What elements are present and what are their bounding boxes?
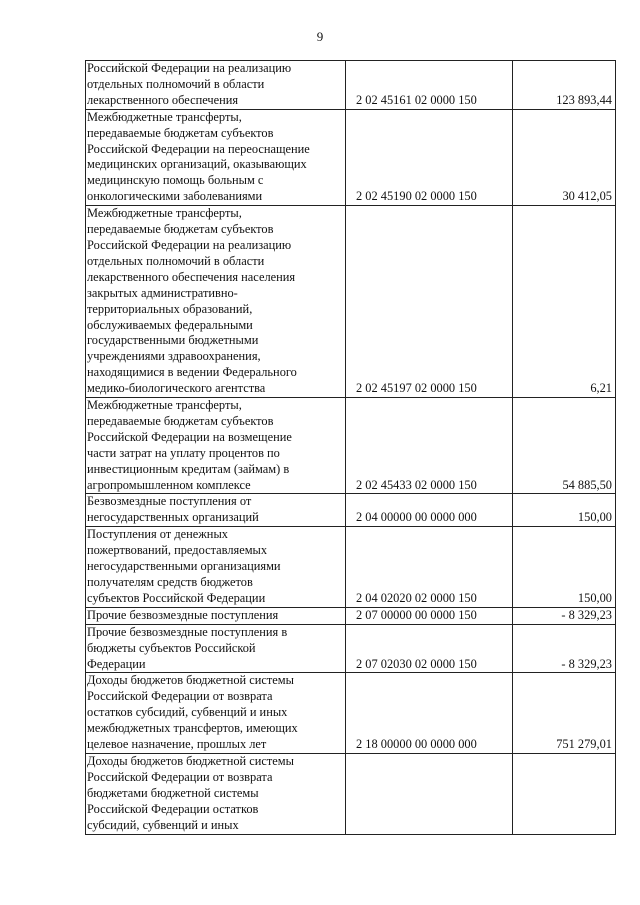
budget-code-cell: 2 07 02030 02 0000 150 xyxy=(346,624,513,673)
revenue-name-line: Российской Федерации на реализацию xyxy=(87,237,292,252)
revenue-name-line: Поступления от денежных xyxy=(87,527,228,542)
revenue-name-line: негосударственных организаций xyxy=(87,510,259,525)
amount-cell: 54 885,50 xyxy=(513,398,616,494)
amount-cell: 150,00 xyxy=(513,527,616,608)
revenue-name-line: межбюджетных трансфертов, имеющих xyxy=(87,721,298,736)
revenue-name-line: части затрат на уплату процентов по xyxy=(87,445,280,460)
table-row xyxy=(86,61,616,110)
revenue-name-line: медицинских организаций, оказывающих xyxy=(87,157,307,172)
table-row xyxy=(86,398,616,494)
revenue-name-cell xyxy=(86,206,346,398)
revenue-name-line: остатков субсидий, субвенций и иных xyxy=(87,705,288,720)
revenue-name-line: Российской Федерации на реализацию xyxy=(87,61,292,75)
revenue-name-line: государственными бюджетными xyxy=(87,333,259,348)
revenue-name-line: Российской Федерации на переоснащение xyxy=(87,141,310,156)
revenue-name-cell xyxy=(86,624,346,673)
amount-cell: 751 279,01 xyxy=(513,673,616,754)
revenue-name-line: Прочие безвозмездные поступления в xyxy=(87,624,288,639)
revenue-name-line: инвестиционным кредитам (займам) в xyxy=(87,461,290,476)
revenue-name-line: отдельных полномочий в области xyxy=(87,76,265,91)
revenue-name-line: Безвозмездные поступления от xyxy=(87,494,252,509)
revenue-name-line: лекарственного обеспечения xyxy=(87,92,239,107)
revenue-name-line: медико-биологического агентства xyxy=(87,381,266,396)
revenue-name-line: агропромышленном комплексе xyxy=(87,477,251,492)
amount-cell: 123 893,44 xyxy=(513,61,616,110)
revenue-name-line: находящимися в ведении Федерального xyxy=(87,365,297,380)
budget-code-cell: 2 18 00000 00 0000 000 xyxy=(346,673,513,754)
revenue-name-cell xyxy=(86,607,346,624)
table-row xyxy=(86,527,616,608)
revenue-name-line: территориальных образований, xyxy=(87,301,253,316)
amount-cell: 150,00 xyxy=(513,494,616,527)
revenue-name-line: онкологическими заболеваниями xyxy=(87,189,263,204)
amount-cell: - 8 329,23 xyxy=(513,624,616,673)
revenue-name-line: отдельных полномочий в области xyxy=(87,253,265,268)
revenue-name-line: Федерации xyxy=(87,656,146,671)
revenue-name-line: Доходы бюджетов бюджетной системы xyxy=(87,673,294,688)
revenue-name-line: передаваемые бюджетам субъектов xyxy=(87,413,274,428)
revenue-name-line: Российской Федерации от возврата xyxy=(87,769,273,784)
revenue-name-line: Прочие безвозмездные поступления xyxy=(87,607,279,622)
budget-code-cell: 2 02 45433 02 0000 150 xyxy=(346,398,513,494)
table-body xyxy=(86,61,616,835)
table-row xyxy=(86,109,616,205)
revenue-name-line: лекарственного обеспечения населения xyxy=(87,269,296,284)
revenue-name-cell xyxy=(86,61,346,110)
revenue-name-line: Российской Федерации на возмещение xyxy=(87,429,292,444)
budget-code-cell: 2 07 00000 00 0000 150 xyxy=(346,607,513,624)
budget-code-cell: 2 04 00000 00 0000 000 xyxy=(346,494,513,527)
revenue-name-line: передаваемые бюджетам субъектов xyxy=(87,222,274,237)
revenue-name-line: субъектов Российской Федерации xyxy=(87,590,266,605)
budget-code-cell: 2 02 45161 02 0000 150 xyxy=(346,61,513,110)
table-row xyxy=(86,494,616,527)
revenue-name-line: целевое назначение, прошлых лет xyxy=(87,737,267,752)
page-number: 9 xyxy=(316,29,324,44)
revenue-name-line: Российской Федерации остатков xyxy=(87,801,259,816)
revenue-name-line: субсидий, субвенций и иных xyxy=(87,817,239,832)
amount-cell: 30 412,05 xyxy=(513,109,616,205)
revenue-name-cell xyxy=(86,494,346,527)
revenue-name-line: медицинскую помощь больным с xyxy=(87,173,264,188)
revenue-name-line: учреждениями здравоохранения, xyxy=(87,349,261,364)
revenue-name-line: получателям средств бюджетов xyxy=(87,575,253,589)
revenue-name-line: обслуживаемых федеральными xyxy=(87,317,253,332)
revenue-name-line: Российской Федерации от возврата xyxy=(87,689,273,704)
revenue-name-cell xyxy=(86,109,346,205)
revenue-name-line: Межбюджетные трансферты, xyxy=(87,398,242,413)
revenue-name-line: пожертвований, предоставляемых xyxy=(87,543,268,558)
revenue-name-line: Межбюджетные трансферты, xyxy=(87,109,242,124)
revenue-name-line: бюджеты субъектов Российской xyxy=(87,640,256,655)
amount-cell: - 8 329,23 xyxy=(513,607,616,624)
budget-code-cell: 2 02 45190 02 0000 150 xyxy=(346,109,513,205)
budget-code-cell: 2 02 45197 02 0000 150 xyxy=(346,206,513,398)
revenue-name-line: передаваемые бюджетам субъектов xyxy=(87,125,274,140)
revenue-name-line: закрытых административно- xyxy=(87,285,238,300)
budget-revenue-table xyxy=(85,60,616,835)
revenue-name-cell xyxy=(86,398,346,494)
revenue-name-line: Межбюджетные трансферты, xyxy=(87,206,242,221)
amount-cell: 6,21 xyxy=(513,206,616,398)
table-row xyxy=(86,607,616,624)
revenue-name-line: негосударственными организациями xyxy=(87,559,281,574)
budget-code-cell: 2 04 02020 02 0000 150 xyxy=(346,527,513,608)
revenue-name-line: Доходы бюджетов бюджетной системы xyxy=(87,753,294,768)
amount-cell xyxy=(513,753,616,834)
table-row xyxy=(86,673,616,754)
revenue-name-cell xyxy=(86,753,346,834)
table-row xyxy=(86,624,616,673)
table-row xyxy=(86,206,616,398)
revenue-name-cell xyxy=(86,673,346,754)
budget-code-cell xyxy=(346,753,513,834)
revenue-name-cell xyxy=(86,527,346,608)
revenue-name-line: бюджетами бюджетной системы xyxy=(87,785,259,800)
table-row xyxy=(86,753,616,834)
